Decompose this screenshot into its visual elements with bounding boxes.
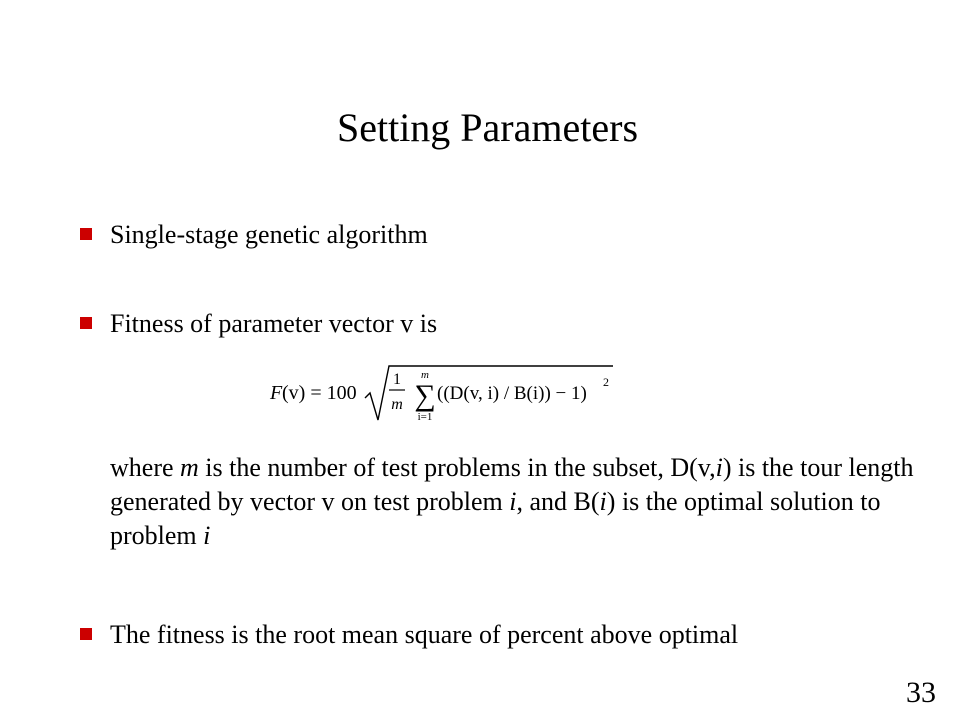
fitness-formula	[265, 360, 625, 425]
formula-body: ((D(v, i) / B(i)) − 1)	[437, 383, 587, 404]
formula-exponent: 2	[603, 375, 609, 389]
fraction-numerator: 1	[393, 371, 401, 388]
formula-lhs-arg: (v) = 100	[282, 382, 357, 404]
where-paragraph: where m is the number of test problems in the subset, D(v,i) is the tour length generated by vector v on test problem i, and B(i) is the optimal solution to problem i	[110, 453, 914, 550]
var-m: m	[180, 453, 199, 482]
slide-title: Setting Parameters	[336, 105, 639, 150]
sum-upper-limit: m	[421, 369, 429, 381]
bullet-text-1: Single-stage genetic algorithm	[110, 220, 428, 249]
bullet-text-3: The fitness is the root mean square of percent above optimal	[110, 620, 739, 649]
svg-text:∑: ∑	[414, 379, 436, 412]
sum-lower-limit: i=1	[417, 411, 433, 423]
formula-svg	[265, 360, 625, 425]
bullet-marker-2	[80, 317, 92, 329]
formula-lhs: F	[270, 382, 283, 404]
fraction-denominator: m	[391, 396, 403, 413]
bullet-text-2: Fitness of parameter vector v is	[110, 309, 438, 338]
bullet-marker-1	[80, 228, 92, 240]
bullet-marker-3	[80, 628, 92, 640]
page-number: 33	[906, 676, 936, 709]
